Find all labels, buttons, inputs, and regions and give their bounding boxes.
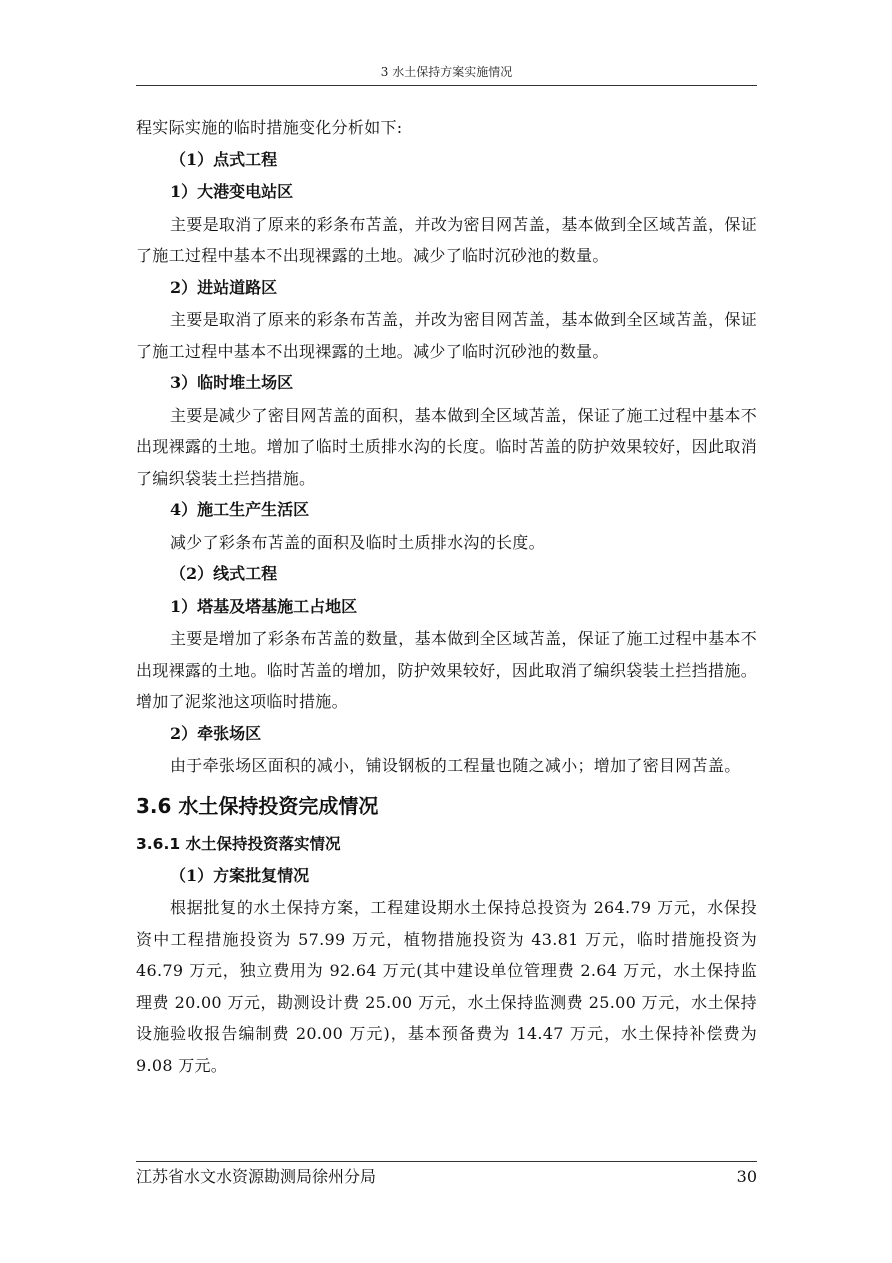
construction-living-area-heading: 4）施工生产生活区 [170, 500, 310, 519]
line-works-heading: （2）线式工程 [170, 564, 278, 583]
access-road-text: 主要是取消了原来的彩条布苫盖，并改为密目网苫盖，基本做到全区域苫盖，保证了施工过程中基本不出现裸露的土地。减少了临时沉砂池的数量。 [136, 310, 757, 361]
temp-soil-yard-text: 主要是减少了密目网苫盖的面积，基本做到全区域苫盖，保证了施工过程中基本不出现裸露的土地。增加了临时土质排水沟的长度。临时苫盖的防护效果较好，因此取消了编织袋装土拦挡措施。 [136, 405, 757, 488]
access-road-heading: 2）进站道路区 [170, 277, 278, 297]
temp-soil-yard-heading: 3）临时堆土场区 [170, 373, 294, 392]
subsection-title: 3.6.1 水土保持投资落实情况 [136, 834, 341, 853]
construction-living-area-text: 减少了彩条布苫盖的面积及临时土质排水沟的长度。 [170, 532, 545, 552]
intro-paragraph: 程实际实施的临时措施变化分析如下: [136, 118, 403, 137]
footer-divider [136, 1161, 757, 1162]
header-divider [136, 85, 757, 86]
tension-site-heading: 2）牵张场区 [170, 723, 262, 743]
approval-text: 根据批复的水土保持方案，工程建设期水土保持总投资为 264.79 万元，水保投资中工程措施投资为 57.99 万元，植物措施投资为 43.81 万元，临时措施投资为 46.79 万元，独立费用为 92.64 万元(其中建设单位管理费 2.64 万元，水土保持监理费 20.00 万元，勘测设计费 25.00 万元，水土保持监测费 25.00 万元，水土保持设施验收报告编制费 20.00 万元)，基本预备费为 14.47 万元，水土保持补偿费为 9.08 万元。 [136, 898, 757, 1075]
dagang-substation-heading: 1）大港变电站区 [170, 182, 294, 201]
approval-heading: （1）方案批复情况 [170, 865, 310, 885]
tower-base-heading: 1）塔基及塔基施工占地区 [170, 596, 358, 616]
tower-base-text: 主要是增加了彩条布苫盖的数量，基本做到全区域苫盖，保证了施工过程中基本不出现裸露的土地。临时苫盖的增加，防护效果较好，因此取消了编织袋装土拦挡措施。增加了泥浆池这项临时措施。 [136, 629, 757, 711]
running-header: 3 水土保持方案实施情况 [380, 65, 513, 79]
page-number: 30 [736, 1167, 757, 1186]
section-title: 3.6 水土保持投资完成情况 [136, 793, 379, 818]
document-body [136, 112, 757, 1081]
point-works-heading: （1）点式工程 [170, 149, 278, 169]
dagang-substation-text: 主要是取消了原来的彩条布苫盖，并改为密目网苫盖，基本做到全区域苫盖，保证了施工过程中基本不出现裸露的土地。减少了临时沉砂池的数量。 [136, 214, 757, 265]
tension-site-text: 由于牵张场区面积的减小，铺设钢板的工程量也随之减小；增加了密目网苫盖。 [170, 756, 741, 775]
footer-organization: 江苏省水文水资源勘测局徐州分局 [136, 1167, 377, 1186]
